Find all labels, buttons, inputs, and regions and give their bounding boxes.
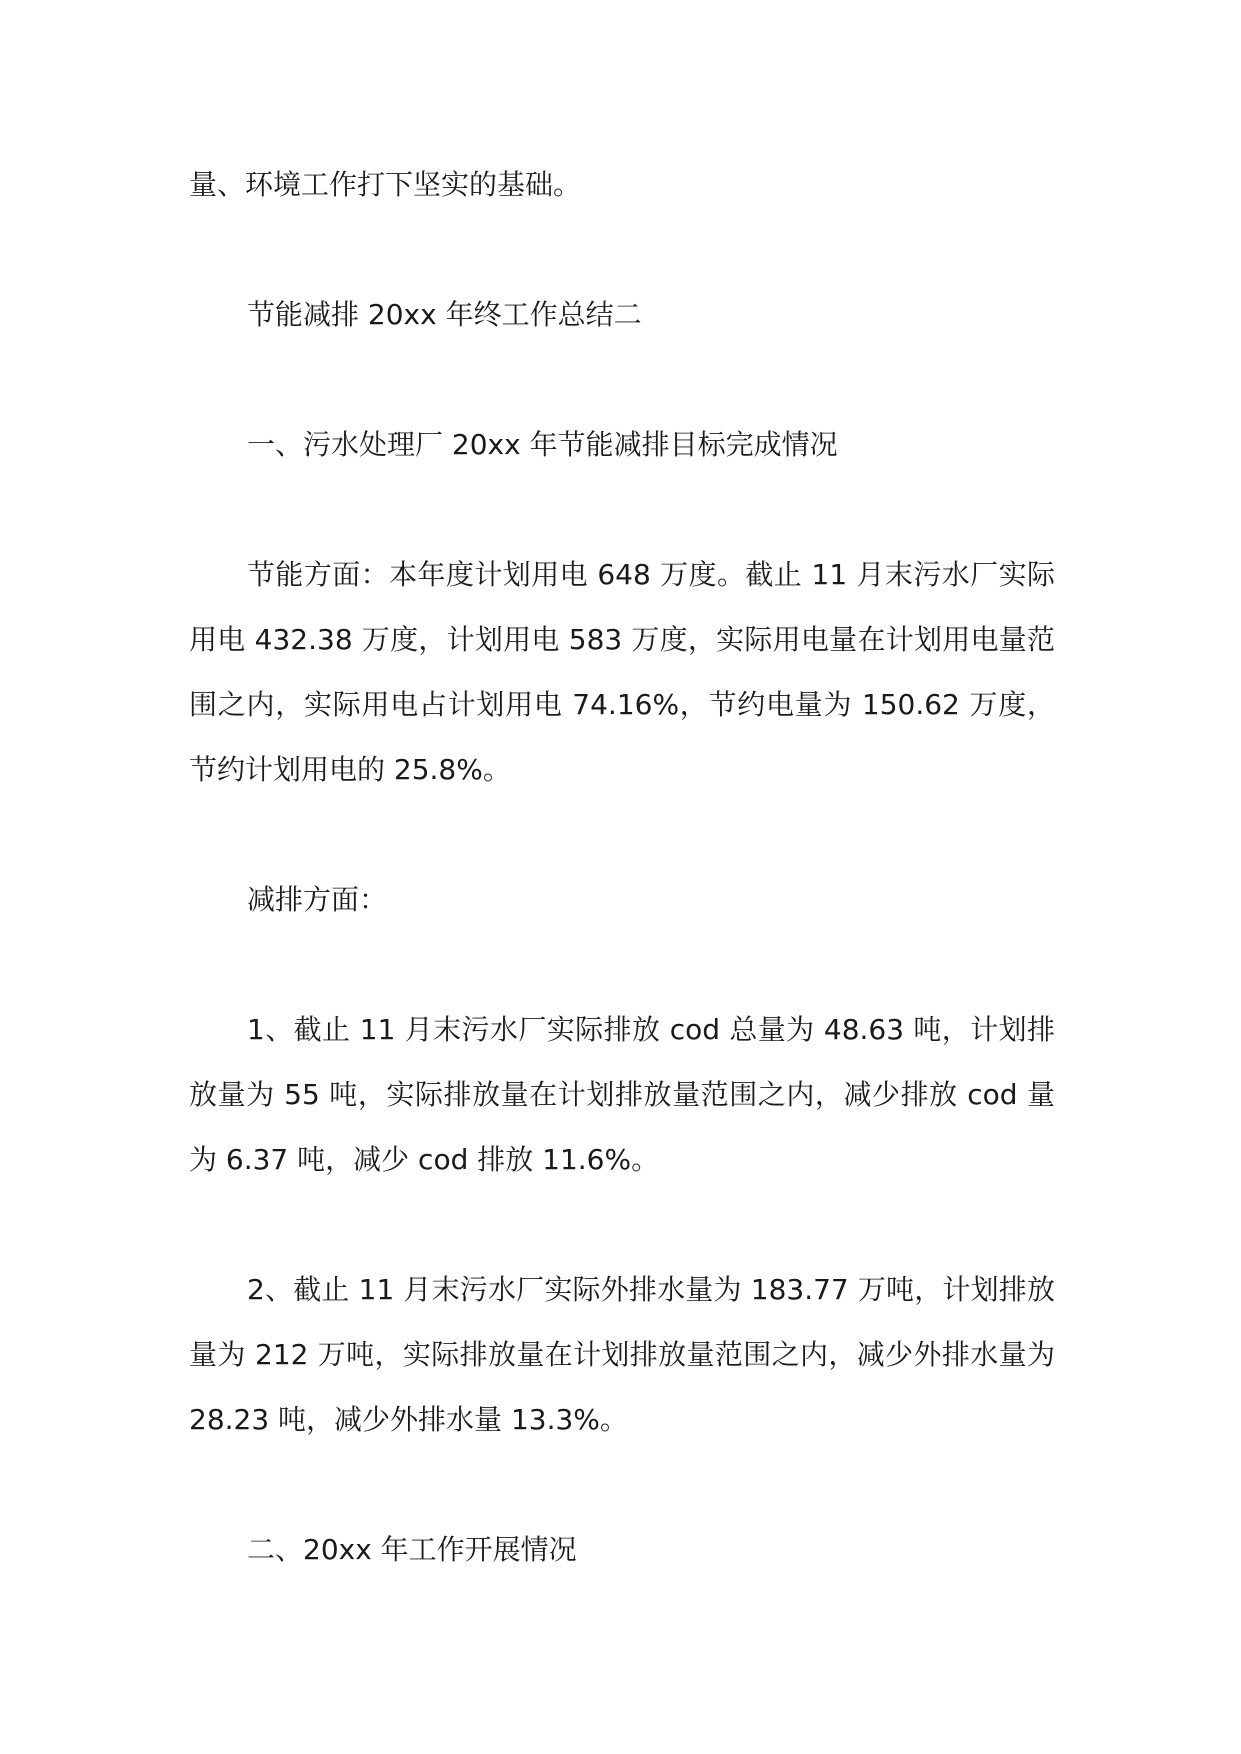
section-title: 节能减排 20xx 年终工作总结二 — [247, 298, 642, 331]
emission-item-cod: 1、截止 11 月末污水厂实际排放 cod 总量为 48.63 吨，计划排放量为 55 吨，实际排放量在计划排放量范围之内，减少排放 cod 量为 6.37 吨，减少 cod 排放 11.6%。 — [189, 1013, 1055, 1176]
emission-reduction-title: 减排方面： — [247, 883, 388, 916]
continuation-paragraph: 量、环境工作打下坚实的基础。 — [189, 168, 582, 201]
heading-work-progress: 二、20xx 年工作开展情况 — [247, 1533, 577, 1566]
document-body — [189, 152, 1055, 1582]
energy-saving-paragraph: 节能方面：本年度计划用电 648 万度。截止 11 月末污水厂实际用电 432.38 万度，计划用电 583 万度，实际用电量在计划用电量范围之内，实际用电占计划用电 74.16%，节约电量为 150.62 万度，节约计划用电的 25.8%。 — [189, 558, 1055, 786]
emission-item-wastewater: 2、截止 11 月末污水厂实际外排水量为 183.77 万吨，计划排放量为 212 万吨，实际排放量在计划排放量范围之内，减少外排水量为 28.23 吨，减少外排水量 13.3%。 — [189, 1273, 1055, 1436]
heading-energy-targets: 一、污水处理厂 20xx 年节能减排目标完成情况 — [247, 428, 838, 461]
